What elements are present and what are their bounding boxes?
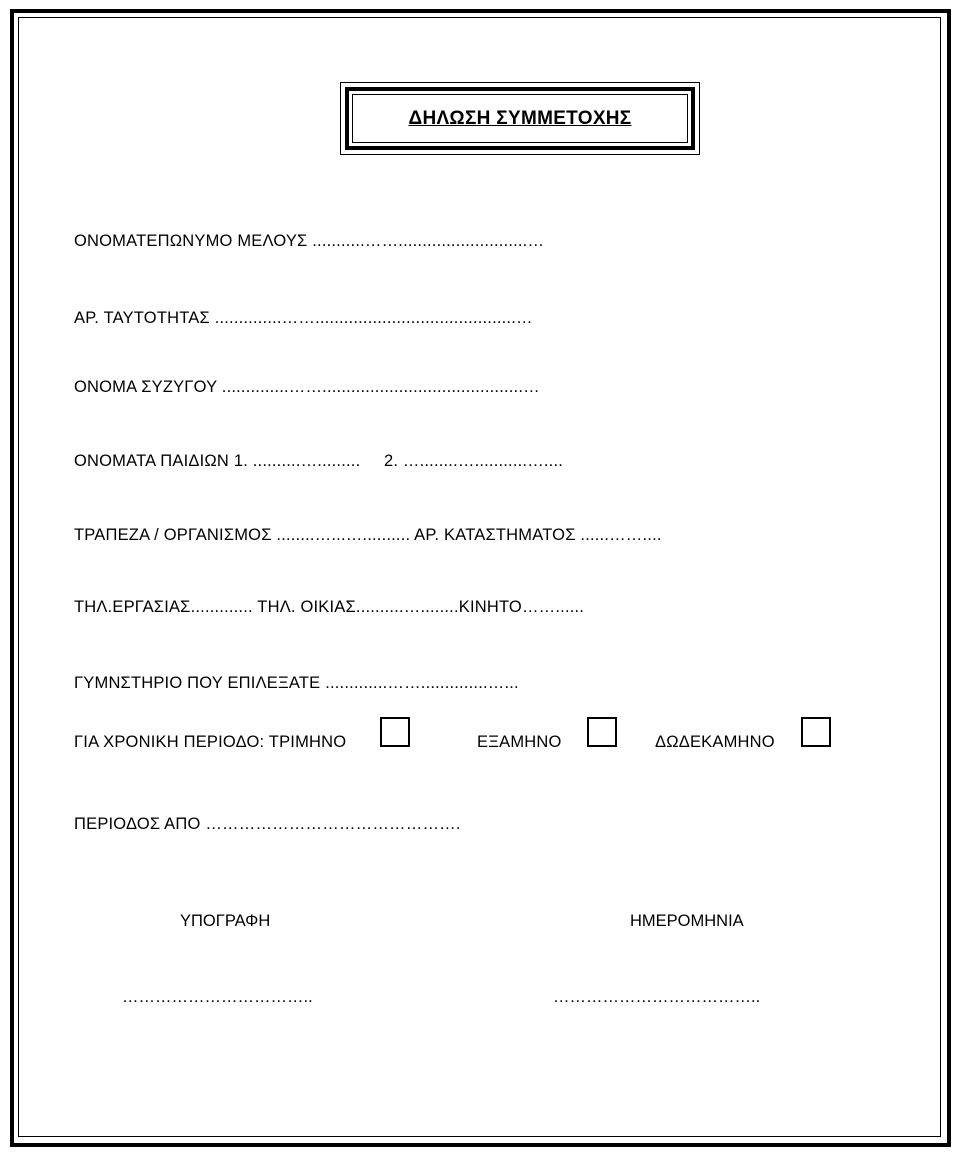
option-6m-label: ΕΞΑΜΗΝΟ xyxy=(477,733,562,751)
date-field[interactable]: ……………………………….. xyxy=(553,988,761,1006)
work-phone-field[interactable]: ............. xyxy=(190,598,253,616)
bank-label: ΤΡΑΠΕΖΑ / ΟΡΓΑΝΙΣΜΟΣ xyxy=(74,526,272,544)
member-name-field[interactable]: ...........……...........................… xyxy=(312,232,545,250)
mobile-label: ΚΙΝΗΤΟ xyxy=(458,598,522,616)
home-phone-label: ΤΗΛ. ΟΙΚΙΑΣ xyxy=(257,598,356,616)
option-3m-checkbox[interactable] xyxy=(380,717,410,747)
option-6m-row xyxy=(477,733,562,752)
member-name-label: ΟΝΟΜΑΤΕΠΩΝΥΜΟ ΜΕΛΟΥΣ xyxy=(74,232,308,250)
children-row xyxy=(74,452,563,471)
bank-row xyxy=(74,526,662,545)
work-phone-label: ΤΗΛ.ΕΡΓΑΣΙΑΣ xyxy=(74,598,191,616)
child-1-field[interactable]: 1. ..........…......... xyxy=(233,452,361,470)
home-phone-field[interactable]: ..........…........ xyxy=(355,598,459,616)
period-from-label: ΠΕΡΙΟΔΟΣ ΑΠΟ xyxy=(74,815,201,833)
spouse-field[interactable]: ..............……..........................................… xyxy=(221,378,540,396)
gym-label: ΓΥΜΝΣΤΗΡΙΟ ΠΟΥ ΕΠΙΛΕΞΑΤΕ xyxy=(74,674,321,692)
option-6m-checkbox[interactable] xyxy=(587,717,617,747)
signature-label: ΥΠΟΓΡΑΦΗ xyxy=(180,912,271,930)
form-title: ΔΗΛΩΣΗ ΣΥΜΜΕΤΟΧΗΣ xyxy=(408,107,632,129)
spouse-label: ΟΝΟΜΑ ΣΥΖΥΓΟΥ xyxy=(74,378,217,396)
date-label: ΗΜΕΡΟΜΗΝΙΑ xyxy=(630,912,744,930)
period-label-row xyxy=(74,733,346,752)
gym-row xyxy=(74,674,519,693)
period-from-row xyxy=(74,815,461,834)
signature-field[interactable]: …………………………….. xyxy=(122,988,313,1006)
id-label: ΑΡ. ΤΑΥΤΟΤΗΤΑΣ xyxy=(74,309,210,327)
option-3m-label: ΤΡΙΜΗΝΟ xyxy=(268,733,347,751)
spouse-row xyxy=(74,378,540,397)
bank-field[interactable]: ........…...….......... xyxy=(276,526,411,544)
title-box xyxy=(352,94,688,143)
option-12m-row xyxy=(655,733,775,752)
gym-field[interactable]: .............……..............…... xyxy=(325,674,519,692)
branch-label: ΑΡ. ΚΑΤΑΣΤΗΜΑΤΟΣ xyxy=(414,526,576,544)
period-from-field[interactable]: ………………………………………. xyxy=(205,815,461,833)
option-12m-checkbox[interactable] xyxy=(801,717,831,747)
id-row xyxy=(74,309,533,328)
option-12m-label: ΔΩΔΕΚΑΜΗΝΟ xyxy=(655,733,775,751)
phones-row xyxy=(74,598,584,617)
member-name-row xyxy=(74,232,544,251)
children-label: ΟΝΟΜΑΤΑ ΠΑΙΔΙΩΝ xyxy=(74,452,230,470)
mobile-field[interactable]: ……...... xyxy=(521,598,585,616)
child-2-field[interactable]: 2. …........…...........….... xyxy=(383,452,564,470)
branch-field[interactable]: ......…….... xyxy=(580,526,662,544)
period-label: ΓΙΑ ΧΡΟΝΙΚΗ ΠΕΡΙΟΔΟ: xyxy=(74,733,265,751)
inner-page-border xyxy=(18,17,941,1137)
id-field[interactable]: ..............……..........................................… xyxy=(214,309,533,327)
